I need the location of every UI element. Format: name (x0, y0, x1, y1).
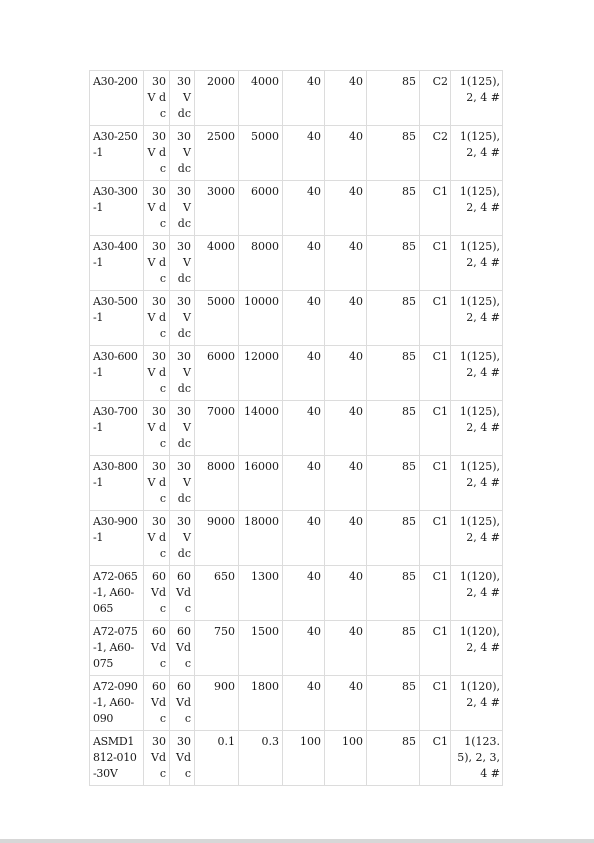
temperature-cell: 85 (367, 621, 420, 676)
trip-current-cell: 8000 (239, 236, 283, 291)
class-cell: C1 (420, 346, 451, 401)
note-cell: 1(125), 2, 4 # (451, 126, 503, 181)
fault-current-cell: 40 (325, 621, 367, 676)
fault-current-cell: 40 (325, 236, 367, 291)
table-row (90, 236, 503, 291)
fault-current-cell: 40 (325, 456, 367, 511)
hold-current-cell: 7000 (195, 401, 239, 456)
note-cell: 1(125), 2, 4 # (451, 346, 503, 401)
spec-table (89, 70, 503, 786)
table-row (90, 126, 503, 181)
model-cell: A30-800-1 (90, 456, 144, 511)
model-cell: A30-700-1 (90, 401, 144, 456)
max-current-cell: 40 (283, 401, 325, 456)
temperature-cell: 85 (367, 236, 420, 291)
hold-current-cell: 900 (195, 676, 239, 731)
class-cell: C1 (420, 456, 451, 511)
voltage-rated-cell: 60 Vdc (170, 566, 195, 621)
model-cell: A30-600-1 (90, 346, 144, 401)
class-cell: C1 (420, 401, 451, 456)
voltage-rated-cell: 30 V dc (170, 346, 195, 401)
note-cell: 1(120), 2, 4 # (451, 676, 503, 731)
voltage-max-cell: 30 V dc (144, 346, 170, 401)
note-cell: 1(120), 2, 4 # (451, 621, 503, 676)
trip-current-cell: 1500 (239, 621, 283, 676)
table-row (90, 456, 503, 511)
note-cell: 1(125), 2, 4 # (451, 181, 503, 236)
class-cell: C1 (420, 511, 451, 566)
model-cell: A30-250-1 (90, 126, 144, 181)
voltage-rated-cell: 30 Vdc (170, 731, 195, 786)
temperature-cell: 85 (367, 676, 420, 731)
voltage-rated-cell: 30 V dc (170, 236, 195, 291)
max-current-cell: 40 (283, 621, 325, 676)
voltage-rated-cell: 30 V dc (170, 181, 195, 236)
temperature-cell: 85 (367, 566, 420, 621)
voltage-max-cell: 30 V dc (144, 181, 170, 236)
model-cell: A30-900-1 (90, 511, 144, 566)
model-cell: A30-300-1 (90, 181, 144, 236)
voltage-rated-cell: 30 V dc (170, 126, 195, 181)
trip-current-cell: 6000 (239, 181, 283, 236)
class-cell: C1 (420, 731, 451, 786)
trip-current-cell: 14000 (239, 401, 283, 456)
fault-current-cell: 40 (325, 71, 367, 126)
trip-current-cell: 16000 (239, 456, 283, 511)
fault-current-cell: 40 (325, 291, 367, 346)
temperature-cell: 85 (367, 401, 420, 456)
note-cell: 1(125), 2, 4 # (451, 71, 503, 126)
temperature-cell: 85 (367, 511, 420, 566)
hold-current-cell: 4000 (195, 236, 239, 291)
model-cell: A30-500-1 (90, 291, 144, 346)
class-cell: C2 (420, 126, 451, 181)
trip-current-cell: 0.3 (239, 731, 283, 786)
voltage-rated-cell: 30 V dc (170, 401, 195, 456)
model-cell: A72-065-1, A60-065 (90, 566, 144, 621)
trip-current-cell: 18000 (239, 511, 283, 566)
table-row (90, 566, 503, 621)
note-cell: 1(125), 2, 4 # (451, 511, 503, 566)
hold-current-cell: 0.1 (195, 731, 239, 786)
hold-current-cell: 2000 (195, 71, 239, 126)
max-current-cell: 40 (283, 676, 325, 731)
voltage-max-cell: 30 V dc (144, 456, 170, 511)
note-cell: 1(125), 2, 4 # (451, 456, 503, 511)
fault-current-cell: 40 (325, 401, 367, 456)
voltage-rated-cell: 30 V dc (170, 511, 195, 566)
temperature-cell: 85 (367, 456, 420, 511)
max-current-cell: 40 (283, 236, 325, 291)
fault-current-cell: 40 (325, 126, 367, 181)
voltage-max-cell: 30 V dc (144, 71, 170, 126)
trip-current-cell: 5000 (239, 126, 283, 181)
model-cell: A72-090-1, A60-090 (90, 676, 144, 731)
note-cell: 1(120), 2, 4 # (451, 566, 503, 621)
table-row (90, 291, 503, 346)
model-cell: ASMD1812-010-30V (90, 731, 144, 786)
trip-current-cell: 1800 (239, 676, 283, 731)
hold-current-cell: 650 (195, 566, 239, 621)
hold-current-cell: 6000 (195, 346, 239, 401)
note-cell: 1(125), 2, 4 # (451, 401, 503, 456)
trip-current-cell: 1300 (239, 566, 283, 621)
note-cell: 1(125), 2, 4 # (451, 236, 503, 291)
max-current-cell: 40 (283, 291, 325, 346)
temperature-cell: 85 (367, 71, 420, 126)
max-current-cell: 40 (283, 566, 325, 621)
trip-current-cell: 12000 (239, 346, 283, 401)
table-row (90, 511, 503, 566)
max-current-cell: 40 (283, 456, 325, 511)
max-current-cell: 40 (283, 346, 325, 401)
class-cell: C1 (420, 676, 451, 731)
fault-current-cell: 40 (325, 181, 367, 236)
voltage-rated-cell: 30 V dc (170, 456, 195, 511)
table-row (90, 731, 503, 786)
voltage-max-cell: 30 Vdc (144, 731, 170, 786)
table-row (90, 621, 503, 676)
temperature-cell: 85 (367, 346, 420, 401)
model-cell: A72-075-1, A60-075 (90, 621, 144, 676)
fault-current-cell: 100 (325, 731, 367, 786)
hold-current-cell: 2500 (195, 126, 239, 181)
voltage-rated-cell: 30 V dc (170, 71, 195, 126)
temperature-cell: 85 (367, 731, 420, 786)
table-row (90, 181, 503, 236)
spec-table-body (90, 71, 503, 786)
voltage-rated-cell: 30 V dc (170, 291, 195, 346)
class-cell: C2 (420, 71, 451, 126)
max-current-cell: 100 (283, 731, 325, 786)
max-current-cell: 40 (283, 181, 325, 236)
hold-current-cell: 750 (195, 621, 239, 676)
class-cell: C1 (420, 621, 451, 676)
voltage-rated-cell: 60 Vdc (170, 676, 195, 731)
hold-current-cell: 9000 (195, 511, 239, 566)
voltage-max-cell: 60 Vdc (144, 676, 170, 731)
model-cell: A30-400-1 (90, 236, 144, 291)
fault-current-cell: 40 (325, 346, 367, 401)
voltage-max-cell: 30 V dc (144, 126, 170, 181)
table-row (90, 346, 503, 401)
temperature-cell: 85 (367, 126, 420, 181)
class-cell: C1 (420, 181, 451, 236)
fault-current-cell: 40 (325, 511, 367, 566)
class-cell: C1 (420, 236, 451, 291)
voltage-max-cell: 60 Vdc (144, 566, 170, 621)
table-row (90, 71, 503, 126)
max-current-cell: 40 (283, 126, 325, 181)
temperature-cell: 85 (367, 181, 420, 236)
hold-current-cell: 3000 (195, 181, 239, 236)
model-cell: A30-200 (90, 71, 144, 126)
voltage-max-cell: 30 V dc (144, 236, 170, 291)
max-current-cell: 40 (283, 511, 325, 566)
voltage-max-cell: 30 V dc (144, 291, 170, 346)
voltage-max-cell: 30 V dc (144, 511, 170, 566)
table-row (90, 676, 503, 731)
note-cell: 1(125), 2, 4 # (451, 291, 503, 346)
voltage-rated-cell: 60 Vdc (170, 621, 195, 676)
voltage-max-cell: 60 Vdc (144, 621, 170, 676)
fault-current-cell: 40 (325, 566, 367, 621)
trip-current-cell: 4000 (239, 71, 283, 126)
class-cell: C1 (420, 291, 451, 346)
max-current-cell: 40 (283, 71, 325, 126)
trip-current-cell: 10000 (239, 291, 283, 346)
fault-current-cell: 40 (325, 676, 367, 731)
hold-current-cell: 8000 (195, 456, 239, 511)
note-cell: 1(123.5), 2, 3, 4 # (451, 731, 503, 786)
class-cell: C1 (420, 566, 451, 621)
temperature-cell: 85 (367, 291, 420, 346)
page-bottom-rule (0, 839, 594, 843)
table-row (90, 401, 503, 456)
voltage-max-cell: 30 V dc (144, 401, 170, 456)
hold-current-cell: 5000 (195, 291, 239, 346)
